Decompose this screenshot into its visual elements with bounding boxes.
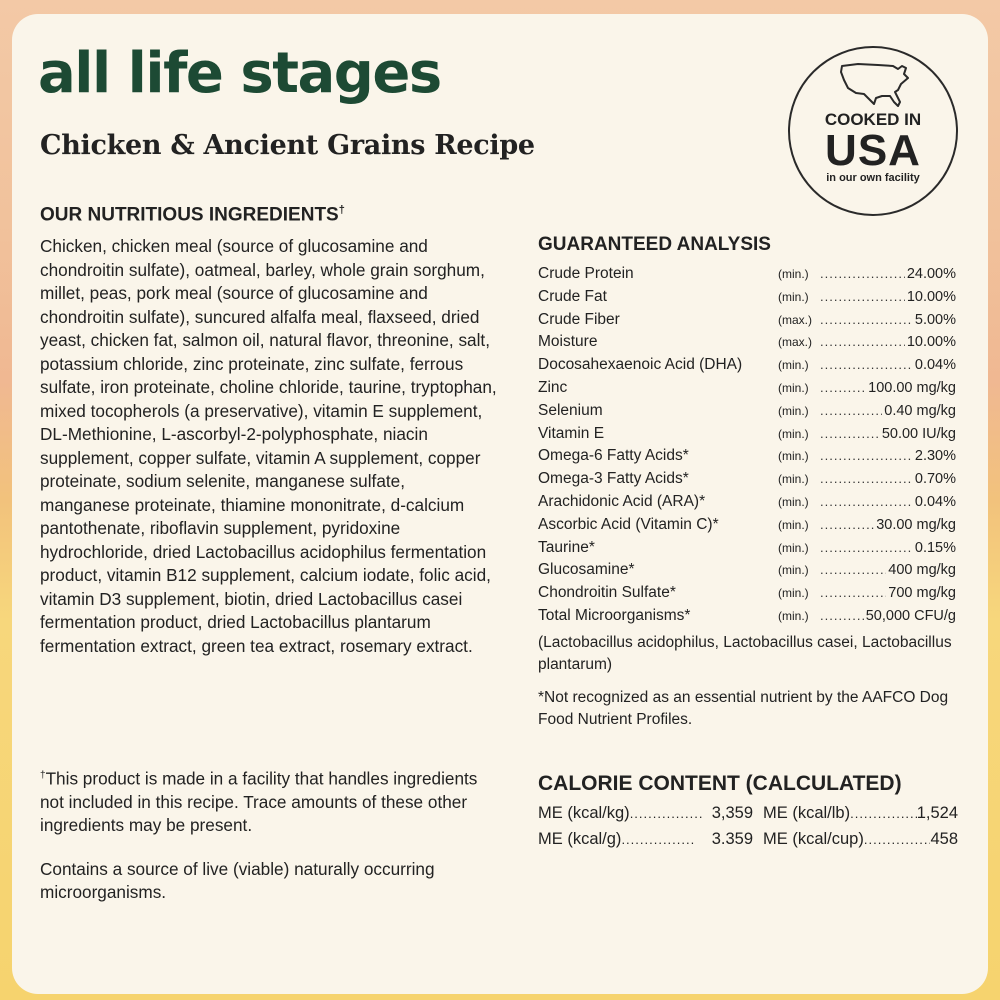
- nutrient-value: 24.00%: [906, 266, 956, 282]
- leader-dots: [820, 448, 913, 463]
- nutrient-name: Crude Fat: [538, 287, 607, 305]
- leader-dots: [820, 608, 864, 623]
- nutrient-name: Chondroitin Sulfate*: [538, 584, 676, 602]
- nutrient-value: 5.00%: [914, 311, 956, 328]
- nutrient-value: 0.04%: [914, 357, 956, 374]
- facility-footnote: [40, 764, 498, 837]
- leader-dots: [820, 540, 913, 555]
- calorie-label: ME (kcal/g): [538, 830, 622, 848]
- ingredients-list: Chicken, chicken meal (source of glucosamine and chondroitin sulfate), oatmeal, barley, whole grain sorghum, millet, peas, pork meal (source of glucosamine and chondroitin sulfate), suncured alfalfa meal, flaxseed, dried yeast, chicken fat, salmon oil, natural flavor, threonine, salt, potassium chloride, zinc proteinate, zinc sulfate, ferrous sulfate, iron proteinate, choline chloride, taurine, tryptophan, mixed tocopherols (a preservative), vitamin E supplement, DL-Methionine, L-ascorbyl-2-polyphosphate, niacin supplement, copper sulfate, vitamin A supplement, copper proteinate, sodium selenite, manganese sulfate, manganese proteinate, thiamine mononitrate, d-calcium pantothenate, riboflavin supplement, pyridoxine hydrochloride, dried Lactobacillus acidophilus fermentation product, vitamin B12 supplement, calcium iodate, folic acid, vitamin D3 supplement, biotin, dried Lactobacillus casei fermentation product, dried Lactobacillus plantarum fermentation extract, green tea extract, rosemary extract.: [40, 236, 497, 656]
- nutrient-value: 50,000 CFU/g: [865, 607, 956, 624]
- leader-dots: [820, 494, 913, 509]
- leader-dots: [820, 289, 905, 304]
- nutrient-value: 700 mg/kg: [888, 585, 956, 602]
- nutrient-qualifier: (min.): [778, 494, 809, 509]
- footnote-dagger: †: [40, 770, 46, 781]
- analysis-row: [538, 288, 956, 311]
- calorie-value: 3,359: [711, 804, 753, 822]
- live-microorganisms-note: Contains a source of live (viable) naturally occurring microorganisms.: [40, 859, 435, 902]
- leader-dots: [820, 403, 882, 418]
- nutrient-name: Glucosamine*: [538, 561, 635, 579]
- nutrient-value: 100.00 mg/kg: [868, 379, 956, 396]
- nutrient-qualifier: (min.): [778, 380, 809, 395]
- analysis-row: [538, 402, 956, 425]
- nutrient-name: Omega-3 Fatty Acids*: [538, 470, 689, 488]
- leader-dots: [820, 585, 886, 600]
- dagger-mark: †: [338, 204, 345, 216]
- nutrient-value: 10.00%: [906, 288, 956, 305]
- nutrient-qualifier: (min.): [778, 289, 809, 304]
- leader-dots: [820, 380, 866, 395]
- analysis-row: [538, 265, 956, 288]
- nutrient-qualifier: (min.): [778, 517, 809, 532]
- organisms-list: (Lactobacillus acidophilus, Lactobacillus casei, Lactobacillus plantarum): [538, 634, 952, 673]
- cooked-in-usa-badge: [788, 46, 958, 216]
- badge-line-2: USA: [825, 126, 921, 175]
- nutrient-name: Docosahexaenoic Acid (DHA): [538, 356, 743, 374]
- analysis-row: [538, 539, 956, 562]
- calorie-cell: [538, 830, 763, 849]
- nutrient-name: Zinc: [538, 378, 568, 396]
- nutrient-qualifier: (max.): [778, 312, 812, 327]
- leader-dots: [820, 357, 913, 372]
- nutrient-qualifier: (max.): [778, 335, 812, 350]
- nutrient-name: Vitamin E: [538, 424, 605, 442]
- nutrient-qualifier: (min.): [778, 403, 809, 418]
- aafco-note: *Not recognized as an essential nutrient by the AAFCO Dog Food Nutrient Profiles.: [538, 689, 949, 728]
- analysis-row: [538, 356, 956, 379]
- footnote-text: This product is made in a facility that handles ingredients not included in this recipe. Trace amounts of these other ingredients may be present.: [40, 768, 478, 835]
- analysis-row: [538, 470, 956, 493]
- analysis-row: [538, 447, 956, 470]
- calorie-value: 3.359: [711, 830, 753, 848]
- nutrient-name: Total Microorganisms*: [538, 606, 691, 624]
- nutrient-value: 30.00 mg/kg: [876, 516, 956, 533]
- nutrient-name: Taurine*: [538, 538, 595, 556]
- leader-dots: [820, 471, 913, 486]
- nutrient-value: 400 mg/kg: [888, 562, 956, 579]
- nutrient-qualifier: (min.): [778, 608, 809, 623]
- headline: all life stages: [38, 41, 441, 106]
- calorie-row: [538, 804, 958, 830]
- analysis-row: [538, 584, 956, 607]
- ingredients-title: [40, 204, 345, 226]
- nutrient-name: Crude Fiber: [538, 310, 620, 328]
- analysis-table: [538, 265, 956, 630]
- nutrient-value: 0.70%: [914, 471, 956, 488]
- leader-dots: [621, 832, 711, 847]
- nutrient-value: 50.00 IU/kg: [881, 425, 956, 442]
- nutrient-value: 2.30%: [914, 448, 956, 465]
- calorie-label: ME (kcal/cup): [763, 830, 864, 848]
- calorie-cell: [763, 830, 958, 849]
- leader-dots: [864, 832, 931, 847]
- calorie-cell: [763, 804, 958, 823]
- nutrient-name: Omega-6 Fatty Acids*: [538, 447, 689, 465]
- calorie-cell: [538, 804, 763, 823]
- ingredients-title-text: OUR NUTRITIOUS INGREDIENTS: [40, 204, 339, 226]
- leader-dots: [820, 334, 905, 349]
- leader-dots: [820, 312, 913, 327]
- nutrient-qualifier: (min.): [778, 586, 809, 601]
- nutrient-qualifier: (min.): [778, 358, 809, 373]
- analysis-row: [538, 311, 956, 334]
- nutrient-qualifier: (min.): [778, 426, 809, 441]
- calorie-title: CALORIE CONTENT (CALCULATED): [538, 772, 902, 795]
- leader-dots: [630, 806, 712, 821]
- calorie-label: ME (kcal/kg): [538, 804, 630, 822]
- leader-dots: [820, 426, 880, 441]
- calorie-value: 1,524: [916, 804, 958, 822]
- nutrient-qualifier: (min.): [778, 563, 809, 578]
- leader-dots: [850, 806, 917, 821]
- badge-line-1: COOKED IN: [824, 110, 922, 129]
- leader-dots: [820, 266, 905, 281]
- nutrient-name: Moisture: [538, 333, 598, 351]
- nutrient-qualifier: (min.): [778, 449, 809, 464]
- nutrient-qualifier: (min.): [778, 472, 809, 487]
- badge-line-3: in our own facility: [826, 172, 920, 184]
- analysis-row: [538, 333, 956, 356]
- leader-dots: [820, 562, 886, 577]
- analysis-row: [538, 516, 956, 539]
- nutrient-value: 0.04%: [914, 493, 956, 510]
- calorie-table: [538, 804, 958, 856]
- analysis-row: [538, 379, 956, 402]
- nutrient-value: 10.00%: [906, 334, 956, 351]
- nutrient-qualifier: (min.): [778, 267, 809, 281]
- nutrient-qualifier: (min.): [778, 540, 809, 555]
- nutrient-name: Crude Protein: [538, 265, 634, 282]
- usa-map-icon: [838, 60, 912, 110]
- recipe-subtitle: Chicken & Ancient Grains Recipe: [40, 130, 535, 161]
- analysis-title: GUARANTEED ANALYSIS: [538, 234, 771, 255]
- nutrient-value: 0.15%: [914, 539, 956, 556]
- leader-dots: [820, 517, 874, 532]
- analysis-row: [538, 425, 956, 448]
- calorie-label: ME (kcal/lb): [763, 804, 851, 822]
- analysis-row: [538, 607, 956, 630]
- nutrient-name: Arachidonic Acid (ARA)*: [538, 492, 706, 510]
- analysis-row: [538, 561, 956, 584]
- calorie-row: [538, 830, 958, 856]
- nutrient-name: Selenium: [538, 401, 603, 419]
- calorie-value: 458: [930, 830, 958, 848]
- nutrient-value: 0.40 mg/kg: [884, 402, 956, 419]
- nutrient-name: Ascorbic Acid (Vitamin C)*: [538, 515, 719, 533]
- analysis-row: [538, 493, 956, 516]
